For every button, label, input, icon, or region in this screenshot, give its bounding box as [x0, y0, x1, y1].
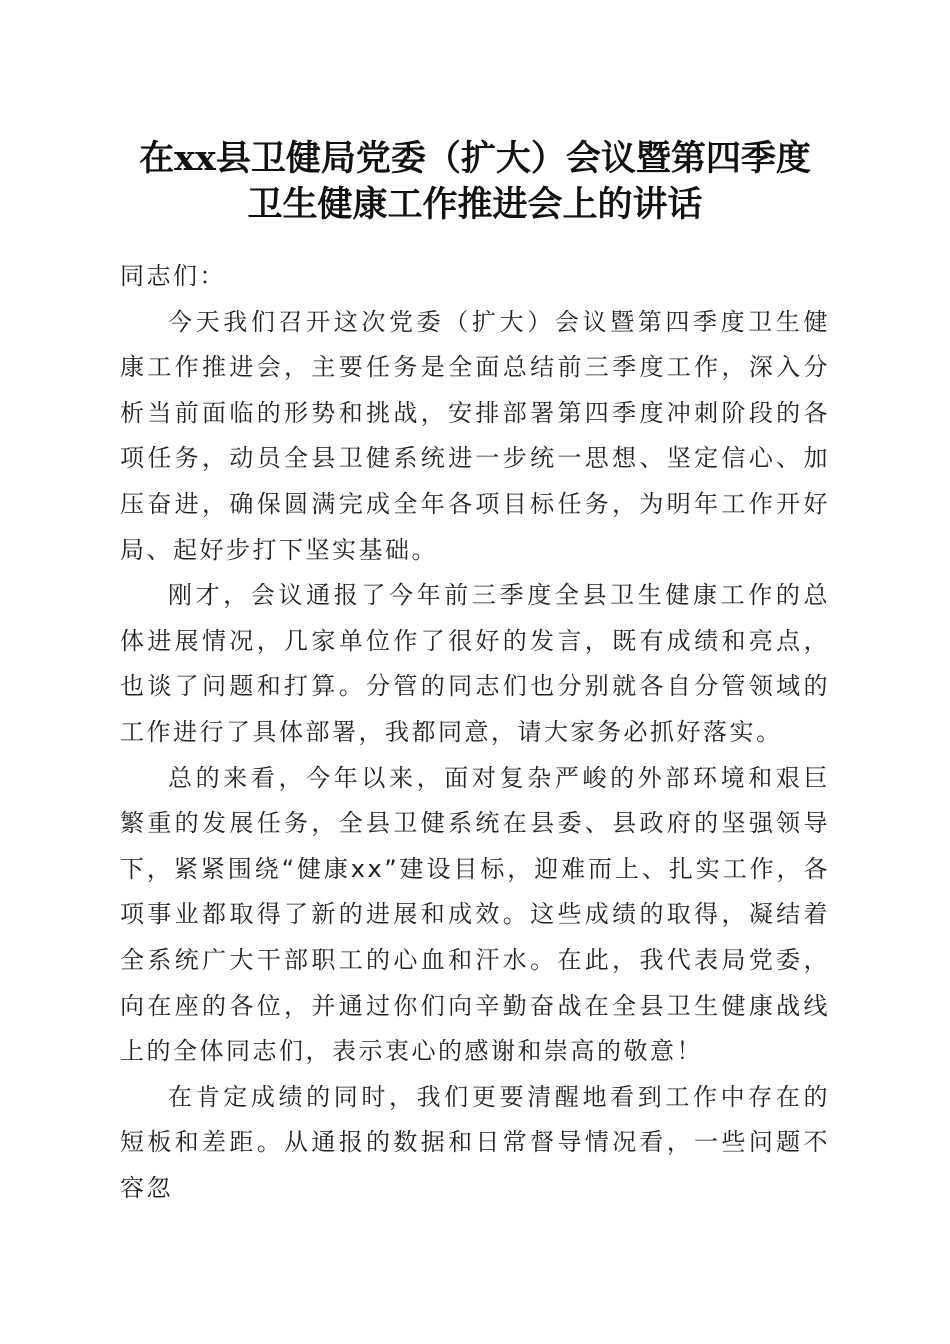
salutation: 同志们： — [120, 262, 226, 290]
paragraph-4: 在肯定成绩的同时，我们更要清醒地看到工作中存在的短板和差距。从通报的数据和日常督导情况看，一些问题不容忽 — [120, 1082, 830, 1202]
paragraph-1: 今天我们召开这次党委（扩大）会议暨第四季度卫生健康工作推进会，主要任务是全面总结前三季度工作，深入分析当前面临的形势和挑战，安排部署第四季度冲刺阶段的各项任务，动员全县卫健系统进一步统一思想、坚定信心、加压奋进，确保圆满完成全年各项目标任务，为明年工作开好局、起好步打下坚实基础。 — [120, 307, 830, 564]
title-line-1: 在xx县卫健局党委（扩大）会议暨第四季度 — [139, 138, 811, 179]
paragraph-2: 刚才，会议通报了今年前三季度全县卫生健康工作的总体进展情况，几家单位作了很好的发言，既有成绩和亮点，也谈了问题和打算。分管的同志们也分别就各自分管领域的工作进行了具体部署，我都同意，请大家务必抓好落实。 — [120, 581, 830, 746]
title-line-2: 卫生健康工作推进会上的讲话 — [247, 184, 703, 225]
paragraph-3: 总的来看，今年以来，面对复杂严峻的外部环境和艰巨繁重的发展任务，全县卫健系统在县委、县政府的坚强领导下，紧紧围绕“健康xx”建设目标，迎难而上、扎实工作，各项事业都取得了新的进展和成效。这些成绩的取得，凝结着全系统广大干部职工的心血和汗水。在此，我代表局党委，向在座的各位，并通过你们向辛勤奋战在全县卫生健康战线上的全体同志们，表示衷心的感谢和崇高的敬意！ — [120, 763, 830, 1066]
document-title — [100, 136, 850, 228]
document-body — [120, 254, 830, 1211]
